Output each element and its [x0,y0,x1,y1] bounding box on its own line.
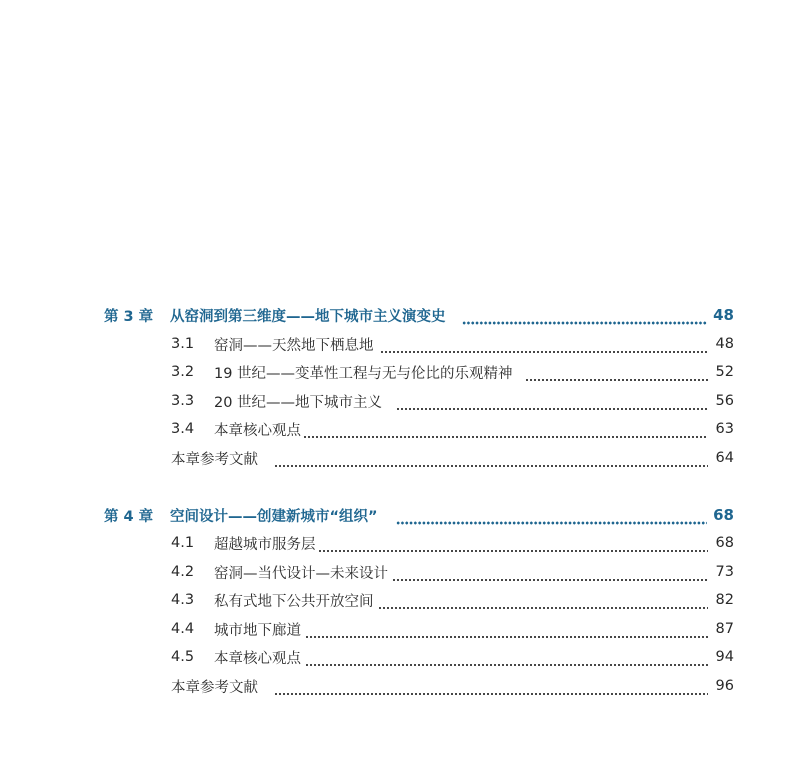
dot-leader [396,503,708,527]
references-page-number: 64 [715,450,734,466]
dot-leader [274,674,708,698]
section-page-number: 68 [715,535,734,551]
section-page-number: 52 [715,364,734,380]
toc-section-3-2[interactable] [171,360,734,384]
dot-leader [392,560,708,584]
section-page-number: 63 [715,421,734,437]
section-title: 超越城市服务层 [214,536,316,553]
section-title: 窑洞—当代设计—未来设计 [214,565,388,582]
section-number: 4.2 [171,564,195,580]
section-number: 4.3 [171,592,195,608]
dot-leader [396,389,708,413]
section-title: 城市地下廊道 [214,622,301,639]
dot-leader [378,588,709,612]
dot-leader [380,332,709,356]
chapter-title: 从窑洞到第三维度——地下城市主义演变史 [170,308,446,325]
section-number: 3.4 [171,421,195,437]
section-page-number: 82 [715,592,734,608]
section-page-number: 94 [715,649,734,665]
section-number: 4.1 [171,535,195,551]
toc-references-3[interactable] [171,446,734,470]
dot-leader [305,617,708,641]
section-title: 本章核心观点 [214,650,301,667]
chapter-page-number: 68 [713,506,734,524]
section-title: 本章核心观点 [214,422,301,439]
toc-chapter-3[interactable] [104,303,734,327]
toc-section-4-1[interactable] [171,531,734,555]
section-page-number: 73 [715,564,734,580]
toc-section-4-2[interactable] [171,560,734,584]
section-page-number: 48 [715,336,734,352]
dot-leader [305,645,708,669]
references-title: 本章参考文献 [171,451,258,468]
toc-section-4-5[interactable] [171,645,734,669]
chapter-number: 第 4 章 [104,508,154,525]
toc-chapter-4[interactable] [104,503,734,527]
toc-section-3-4[interactable] [171,417,734,441]
chapter-number: 第 3 章 [104,308,154,325]
dot-leader [525,360,708,384]
section-number: 3.3 [171,393,195,409]
section-title: 私有式地下公共开放空间 [214,593,374,610]
section-number: 3.2 [171,364,195,380]
chapter-title: 空间设计——创建新城市“组织” [170,508,378,525]
toc-section-4-4[interactable] [171,617,734,641]
toc-section-3-3[interactable] [171,389,734,413]
references-title: 本章参考文献 [171,679,258,696]
chapter-page-number: 48 [713,306,734,324]
dot-leader [274,446,708,470]
dot-leader [318,531,709,555]
section-number: 3.1 [171,336,195,352]
dot-leader [462,303,708,327]
section-title: 20 世纪——地下城市主义 [214,394,383,411]
section-page-number: 87 [715,621,734,637]
toc-section-4-3[interactable] [171,588,734,612]
section-title: 19 世纪——变革性工程与无与伦比的乐观精神 [214,365,513,382]
toc-references-4[interactable] [171,674,734,698]
section-page-number: 56 [715,393,734,409]
section-number: 4.5 [171,649,195,665]
dot-leader [303,417,708,441]
section-number: 4.4 [171,621,195,637]
section-title: 窑洞——天然地下栖息地 [214,337,374,354]
toc-section-3-1[interactable] [171,332,734,356]
references-page-number: 96 [715,678,734,694]
